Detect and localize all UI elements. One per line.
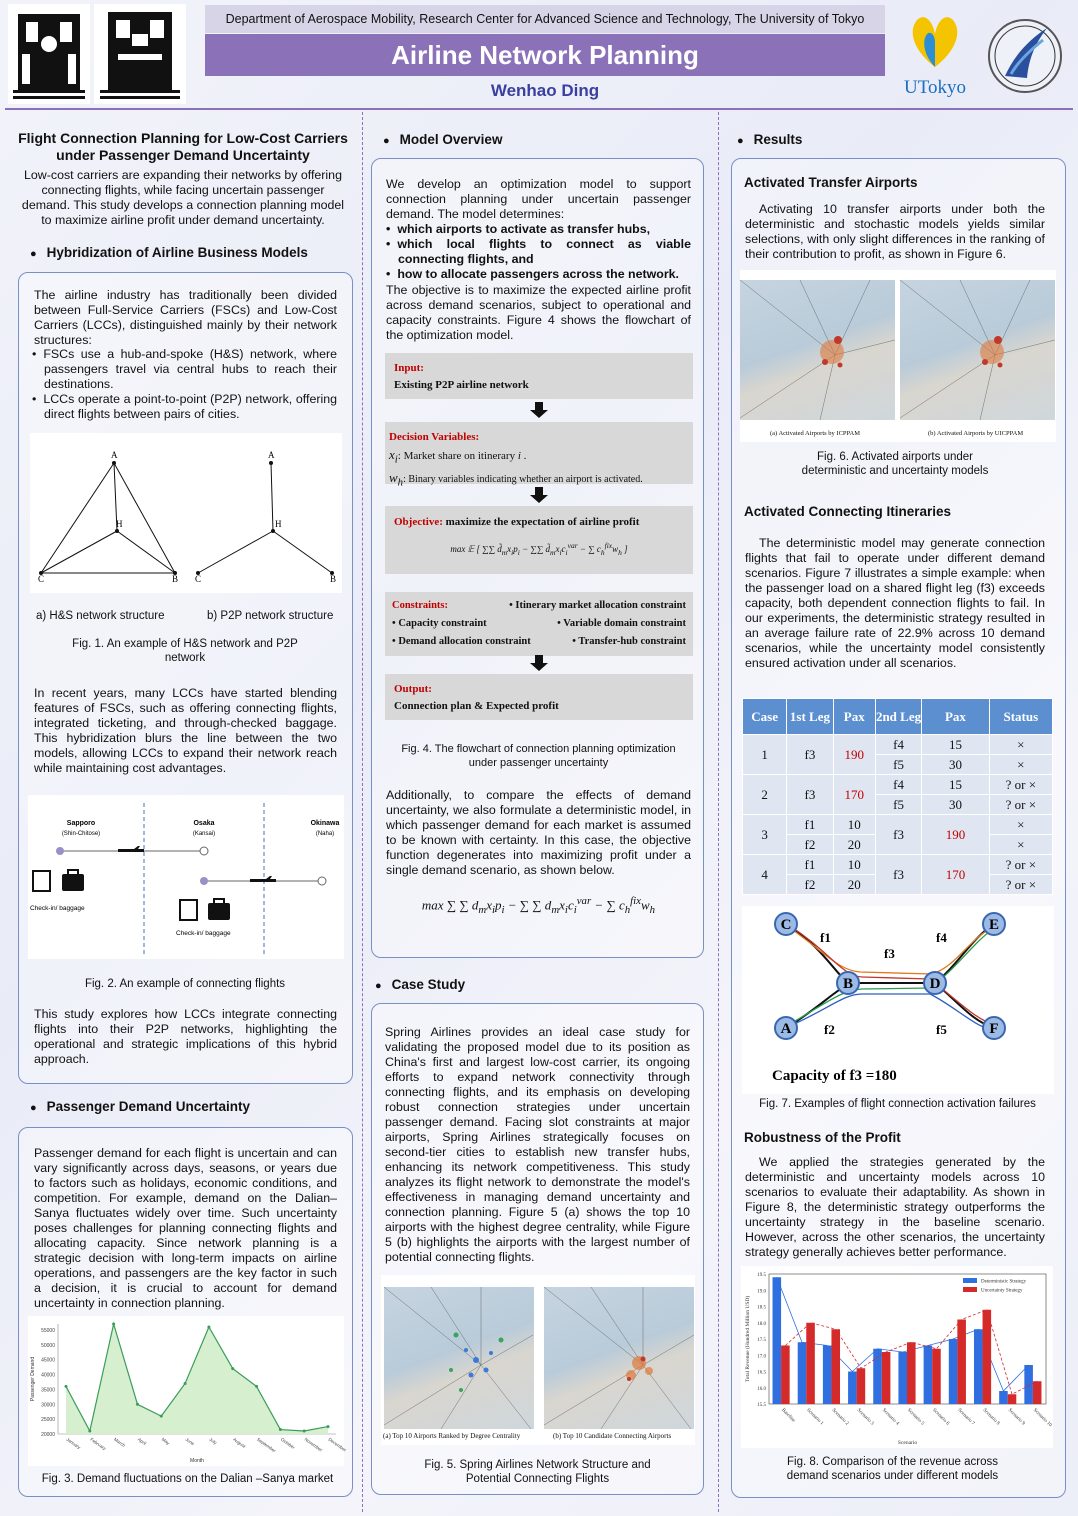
flow-objective-line xyxy=(394,514,684,531)
deterministic-formula: max ∑ ∑ $d_mx_ip_i$ − ∑ ∑ $d_mx_ic_i^{var}$ − ∑ $c_h^{fix}w_h$ xyxy=(421,895,656,916)
fig7-leg-f3: f3 xyxy=(884,946,895,961)
fig1b-label: b) P2P network structure xyxy=(207,610,334,622)
flow-dv-line2: $w_h$: Binary variables indicating whether an airport is activated. xyxy=(389,469,643,489)
fig8-bar-deterministic xyxy=(974,1329,983,1404)
flow-output-label: Output: xyxy=(394,683,432,695)
model-objective: The objective is to maximize the expected airline profit across demand scenarios, subject to operational and capacity constraints. Figure 4 shows the flowchart of the optimization model. xyxy=(386,283,691,342)
fig3-data-point xyxy=(112,1323,115,1326)
section-hybridization-title: ● Hybridization of Airline Business Models xyxy=(30,245,308,260)
fig8-x-tick-label: Baseline xyxy=(780,1407,796,1424)
fig3-data-point xyxy=(88,1430,91,1433)
fig8-x-tick-label: Scenario 2 xyxy=(830,1407,850,1427)
study-intro: Low-cost carriers are expanding their networks by offering connecting flights, while facing uncertain passenger demand. This study develops a connection planning model to maximize airline profit under demand uncertainty. xyxy=(21,168,345,227)
flow-input-label: Input: xyxy=(394,362,424,374)
fig3-x-tick-label: April xyxy=(136,1436,148,1446)
fig2-city-osaka: Osaka xyxy=(193,820,215,827)
author-name: Wenhao Ding xyxy=(490,81,600,100)
fig8-y-tick-label: 17.0 xyxy=(757,1354,766,1360)
left-logo-1 xyxy=(8,4,90,104)
fig3-y-axis-label: Passenger Demand xyxy=(30,1356,36,1402)
section-case-study-title: ● Case Study xyxy=(375,977,465,992)
fig3-data-point xyxy=(327,1425,330,1428)
fig3-x-tick-label: August xyxy=(232,1436,247,1449)
flow-obj-text: maximize the expectation of airline profit xyxy=(445,516,640,528)
fig7-node-f: F xyxy=(989,1021,999,1037)
flow-con-row2 xyxy=(392,615,686,633)
fig2-connecting-flights xyxy=(28,795,344,959)
fig8-bar-deterministic xyxy=(773,1277,782,1404)
fig6-maps xyxy=(740,270,1056,442)
th-pax-1: Pax xyxy=(833,699,875,735)
fig3-x-tick-label: January xyxy=(65,1436,82,1451)
fig7-node-a: A xyxy=(780,1021,792,1037)
fig1b-node-a: A xyxy=(268,450,275,460)
column-separator-1 xyxy=(362,112,363,1512)
demand-text: Passenger demand for each flight is uncertain and can vary significantly across days, seasons, or years due to factors such as holidays, economic conditions, and competition. For example, demand on the Dalian–Sanya fluctuates widely over time. Such uncertainty poses challenges for planning connecting flights and allocating capacity. Since network planning is a strategic decision with long-term impacts on airline operations, and passengers are the key factor in such a decision, it is crucial to account for demand uncertainty in connection planning. xyxy=(34,1146,337,1310)
model-bullet-hubs: • which airports to activate as transfer hubs, xyxy=(384,222,691,237)
fig8-x-tick-label: Scenario 8 xyxy=(981,1407,1001,1427)
rcast-emblem xyxy=(985,14,1065,99)
fig7-caption: Fig. 7. Examples of flight connection activation failures xyxy=(759,1098,1036,1110)
hybridization-intro: The airline industry has traditionally been divided between Full-Service Carriers (FSCs) and Low-Cost Carriers (LCCs), distinguished mainly by their network structures: xyxy=(34,288,337,347)
results-sub-robustness: Robustness of the Profit xyxy=(744,1130,901,1145)
fig8-bar-uncertainty xyxy=(907,1342,916,1404)
case-study-text: Spring Airlines provides an ideal case study for validating the proposed model due to its position as China's first and largest low-cost carrier, its ongoing efforts to expand network connectivity through connecting flights, and its emphasis on developing robust connection strategies under uncertain passenger demand. Facing slot constraints at major airports, Spring Airlines strategically focuses on second-tier cities to establish new transfer hubs, enhancing its network competitiveness. This study analyzes its flight network to demonstrate the model's effectiveness in managing demand uncertainty and connection planning. Figure 5 (a) shows the top 10 airports with the highest degree centrality, while Figure 5 (b) highlights the airports with the largest number of potential connecting flights. xyxy=(385,1025,690,1264)
fig8-bar-uncertainty xyxy=(831,1329,840,1404)
hybridization-bullet-fsc: • FSCs use a hub-and-spoke (H&S) network, where passengers travel via central hubs to reach their destinations. xyxy=(30,347,337,392)
hybridization-conclusion: This study explores how LCCs integrate connecting flights into their P2P networks, highlighting the operational and strategic implications of this hybrid approach. xyxy=(34,1007,337,1066)
fig8-bar-deterministic xyxy=(999,1391,1008,1404)
table-row: 4 f1 10 f3 170 ? or × xyxy=(743,855,1053,875)
fig3-data-point xyxy=(303,1430,306,1433)
fig2-city-sapporo-sub: (Shin-Chitose) xyxy=(61,831,101,837)
fig8-bar-deterministic xyxy=(848,1372,857,1405)
fig8-x-axis-label: Scenario xyxy=(897,1440,918,1446)
fig3-x-tick-label: September xyxy=(255,1436,277,1454)
fig5-caption: Fig. 5. Spring Airlines Network Structure and Potential Connecting Flights xyxy=(424,1459,651,1485)
th-pax-2: Pax xyxy=(922,699,989,735)
table-row: 2 f3 170 f4 15 ? or × xyxy=(743,775,1053,795)
fig8-x-tick-label: Scenario 9 xyxy=(1006,1407,1026,1427)
header-rule xyxy=(5,108,1073,110)
flow-dv-label: Decision Variables: xyxy=(389,431,480,443)
fig6-caption: Fig. 6. Activated airports under deterministic and uncertainty models xyxy=(801,451,989,477)
flow-con-5: • Transfer-hub constraint xyxy=(572,636,686,647)
flow-con-3: • Variable domain constraint xyxy=(557,618,686,629)
fig8-caption: Fig. 8. Comparison of the revenue across demand scenarios under different models xyxy=(786,1456,999,1482)
fig2-city-okinawa-sub: (Naha) xyxy=(315,831,335,837)
fig3-y-tick-label: 50000 xyxy=(41,1342,55,1349)
left-logo-2 xyxy=(94,4,186,104)
flow-con-4: • Demand allocation constraint xyxy=(392,636,531,647)
fig3-x-tick-label: November xyxy=(303,1436,324,1453)
fig3-x-tick-label: July xyxy=(208,1436,218,1446)
table-row: f2 20 ? or × xyxy=(743,875,1053,895)
fig8-bar-deterministic xyxy=(924,1346,933,1405)
model-intro: We develop an optimization model to support connection planning under uncertain passenger demand. The model determines: xyxy=(386,177,691,221)
model-bullet-flights: • which local flights to connect as viable connecting flights, and xyxy=(384,237,691,267)
fig4-caption: Fig. 4. The flowchart of connection planning optimization under passenger uncertainty xyxy=(401,743,676,769)
hybridization-bullets xyxy=(30,347,337,422)
flow-input-text: Existing P2P airline network xyxy=(394,379,529,391)
fig3-data-point xyxy=(231,1367,234,1370)
fig2-city-osaka-sub: (Kansai) xyxy=(192,831,216,837)
fig7-node-c: C xyxy=(780,917,792,933)
utokyo-logo-text: UTokyo xyxy=(903,77,966,98)
fig3-x-tick-label: March xyxy=(113,1436,127,1448)
section-results-title: ● Results xyxy=(737,132,802,147)
fig8-bar-deterministic xyxy=(873,1349,882,1404)
th-1st-leg: 1st Leg xyxy=(787,699,833,735)
fig8-y-tick-label: 18.5 xyxy=(757,1305,766,1311)
failure-table-header-row xyxy=(743,699,1053,735)
study-title: Flight Connection Planning for Low-Cost Carriers under Passenger Demand Uncertainty xyxy=(18,130,348,163)
fig3-x-tick-label: February xyxy=(89,1436,107,1452)
fig8-y-tick-label: 19.0 xyxy=(757,1289,766,1295)
fig1b-node-c: C xyxy=(195,574,202,584)
fig8-x-tick-label: Scenario 5 xyxy=(906,1407,925,1427)
fig8-bar-deterministic xyxy=(798,1342,807,1404)
fig1a-node-a: A xyxy=(111,450,118,460)
flow-arrow-2 xyxy=(530,487,548,508)
fig7-leg-f5: f5 xyxy=(936,1022,947,1037)
fig8-y-tick-label: 15.5 xyxy=(757,1403,766,1408)
th-status: Status xyxy=(989,699,1052,735)
fig1b-node-h: H xyxy=(275,519,282,529)
results-robustness-text: We applied the strategies generated by the deterministic and uncertainty models across 10 scenarios to evaluate their adaptability. As shown in Figure 8, the deterministic strategy outperforms the uncertainty strategy in the baseline scenario. However, across the other scenarios, the uncertainty strategy generally achieves better performance. xyxy=(745,1155,1045,1259)
fig3-y-tick-label: 30000 xyxy=(41,1402,55,1409)
fig3-caption: Fig. 3. Demand fluctuations on the Dalian –Sanya market xyxy=(41,1473,334,1485)
fig1-caption: Fig. 1. An example of H&S network and P2P network xyxy=(72,638,298,664)
results-sub-itineraries: Activated Connecting Itineraries xyxy=(744,504,952,519)
model-bullet-passengers: • how to allocate passengers across the network. xyxy=(384,267,691,282)
fig3-x-tick-label: June xyxy=(184,1436,196,1447)
fig2-checkin-1: Check-in/ baggage xyxy=(30,905,85,912)
fig3-data-point xyxy=(136,1403,139,1406)
fig6a-label: (a) Activated Airports by ICPPAM xyxy=(770,430,861,437)
fig3-y-tick-label: 35000 xyxy=(41,1387,55,1394)
fig8-y-axis-label: Total Revenue (Hundred Million USD) xyxy=(745,1295,751,1383)
poster-title: Airline Network Planning xyxy=(205,34,885,76)
fig8-x-tick-label: Scenario 6 xyxy=(931,1407,950,1427)
fig1-network-diagram xyxy=(30,433,342,593)
fig6b-label: (b) Activated Airports by UICPPAM xyxy=(928,430,1024,437)
flow-con-label: Constraints: xyxy=(392,600,449,611)
flow-output-text: Connection plan & Expected profit xyxy=(394,700,559,712)
table-row: f5 30 × xyxy=(743,755,1053,775)
flow-objective-formula: max 𝔼 [ ∑∑ $d̃_mx_ip_i$ − ∑∑ $d̃_mx_ic_i^{var}$ − ∑ $c_h^{fix}w_h$ ] xyxy=(450,541,628,557)
fig8-legend-swatch xyxy=(963,1287,977,1292)
fig7-node-e: E xyxy=(988,917,1000,933)
fig3-y-tick-label: 25000 xyxy=(41,1417,55,1424)
fig8-legend-label: Uncertainty Strategy xyxy=(981,1288,1023,1294)
fig1a-label: a) H&S network structure xyxy=(36,610,165,622)
fig8-revenue-chart xyxy=(741,1266,1053,1448)
flow-objective-box xyxy=(385,506,693,574)
failure-table xyxy=(742,698,1053,895)
fig8-y-tick-label: 18.0 xyxy=(757,1321,766,1327)
fig8-bar-uncertainty xyxy=(1033,1381,1042,1404)
fig8-bar-deterministic xyxy=(823,1346,832,1405)
utokyo-logo xyxy=(895,12,975,97)
table-row: f2 20 × xyxy=(743,835,1053,855)
fig3-y-tick-label: 20000 xyxy=(41,1432,55,1438)
fig5a-label: (a) Top 10 Airports Ranked by Degree Centrality xyxy=(383,1432,521,1440)
fig3-data-point xyxy=(184,1382,187,1385)
section-demand-title: ● Passenger Demand Uncertainty xyxy=(30,1099,250,1114)
flow-decision-box xyxy=(385,422,693,489)
fig3-y-tick-label: 45000 xyxy=(41,1357,55,1364)
flow-input-box xyxy=(385,353,693,399)
results-itineraries-text: The deterministic model may generate connection flights that fail to operate under different demand scenarios. Figure 7 illustrates a simple example: when the passenger load on a shared flight leg (f3) exceeds capacity, both dependent connection flights to fail. In our experiments, the deterministic strategy resulted in an average failure rate of 22.9% across 10 demand scenarios, while the uncertainty model consistently ensured activation under all scenarios. xyxy=(745,536,1045,670)
fig1b-node-b: B xyxy=(330,574,337,584)
table-row: 1 f3 190 f4 15 × xyxy=(743,735,1053,755)
fig2-city-sapporo: Sapporo xyxy=(66,820,96,827)
flow-arrow-1 xyxy=(530,402,548,423)
fig8-x-tick-label: Scenario 10 xyxy=(1031,1407,1053,1429)
fig3-data-point xyxy=(255,1385,258,1388)
fig8-legend-swatch xyxy=(963,1278,977,1283)
results-sub-transfer-airports: Activated Transfer Airports xyxy=(744,175,918,190)
fig2-checkin-2: Check-in/ baggage xyxy=(176,930,231,937)
flow-arrow-3 xyxy=(530,655,548,676)
fig8-bar-uncertainty xyxy=(882,1352,891,1404)
fig3-x-axis-label: Month xyxy=(190,1458,204,1464)
fig8-y-tick-label: 17.5 xyxy=(757,1338,766,1343)
flow-output-box xyxy=(385,674,693,720)
table-row: f5 30 ? or × xyxy=(743,795,1053,815)
fig1a-node-h: H xyxy=(116,519,123,529)
fig3-area-fill xyxy=(66,1324,328,1434)
fig3-demand-chart xyxy=(28,1316,348,1466)
fig3-x-tick-label: May xyxy=(160,1436,171,1446)
model-deterministic: Additionally, to compare the effects of demand uncertainty, we also formulate a deterministic model, in which passenger demand for each market is assumed to be known with certainty. In this case, the objective function degenerates into maximizing profit under a single demand scenario, as shown below. xyxy=(386,788,691,877)
flow-con-row1 xyxy=(392,597,686,615)
fig8-bar-uncertainty xyxy=(781,1346,790,1405)
fig8-bar-deterministic xyxy=(949,1339,958,1404)
fig8-bar-uncertainty xyxy=(1008,1394,1017,1404)
fig3-data-point xyxy=(279,1428,282,1431)
flow-constraints-box xyxy=(385,592,693,656)
model-bullets xyxy=(384,222,691,282)
fig8-bar-uncertainty xyxy=(806,1323,815,1404)
flow-obj-label: Objective: xyxy=(394,516,443,528)
fig7-leg-f1: f1 xyxy=(820,930,831,945)
hybridization-bullet-lcc: • LCCs operate a point-to-point (P2P) network, offering direct flights between pairs of cities. xyxy=(30,392,337,422)
fig8-bar-deterministic xyxy=(898,1352,907,1404)
fig5b-label: (b) Top 10 Candidate Connecting Airports xyxy=(553,1432,672,1440)
fig3-data-point xyxy=(65,1385,68,1388)
fig8-x-tick-label: Scenario 3 xyxy=(855,1407,875,1427)
fig3-data-point xyxy=(207,1325,210,1328)
flow-dv-line1: $x_i$: Market share on itinerary i . xyxy=(389,447,527,466)
fig8-bar-uncertainty xyxy=(957,1320,966,1405)
department-banner: Department of Aerospace Mobility, Research Center for Advanced Science and Technology, The University of Tokyo xyxy=(205,5,885,33)
fig7-connection-diagram xyxy=(742,906,1054,1094)
fig8-bar-uncertainty xyxy=(857,1368,866,1404)
results-transfer-text: Activating 10 transfer airports under both the deterministic and stochastic models yields similar selections, with only slight differences in the ranking of their contribution to profit, as shown in Figure 6. xyxy=(745,202,1045,261)
flow-dv-text2: : Binary variables indicating whether an airport is activated. xyxy=(403,473,643,485)
fig8-y-tick-label: 16.0 xyxy=(757,1386,766,1392)
hybridization-trend: In recent years, many LCCs have started blending features of FSCs, such as offering connecting flights, integrated ticketing, and through-checked baggage. This hybridization blurs the line between the two models, allowing LCCs to expand their network reach while maintaining cost advantages. xyxy=(34,686,337,775)
fig7-node-d: D xyxy=(929,976,941,992)
flow-con-1: • Itinerary market allocation constraint xyxy=(509,600,686,611)
fig8-x-tick-label: Scenario 1 xyxy=(805,1407,824,1427)
fig7-leg-f2: f2 xyxy=(824,1022,835,1037)
fig8-x-tick-label: Scenario 7 xyxy=(956,1407,976,1427)
fig3-y-tick-label: 40000 xyxy=(41,1372,55,1379)
fig3-x-tick-label: December xyxy=(327,1436,348,1453)
fig3-data-point xyxy=(160,1415,163,1418)
flow-con-2: • Capacity constraint xyxy=(392,618,487,629)
th-case: Case xyxy=(743,699,787,735)
table-row: 3 f1 10 f3 190 × xyxy=(743,815,1053,835)
fig8-y-tick-label: 16.5 xyxy=(757,1370,766,1376)
fig7-capacity: Capacity of f3 =180 xyxy=(772,1068,897,1084)
fig8-legend-label: Deterministic Strategy xyxy=(981,1279,1027,1285)
section-model-overview-title: ● Model Overview xyxy=(383,132,502,147)
fig3-y-tick-label: 55000 xyxy=(41,1327,55,1334)
fig5-maps xyxy=(381,1275,695,1445)
fig8-bar-uncertainty xyxy=(983,1310,992,1404)
flow-dv-text1: : Market share on itinerary xyxy=(397,450,516,462)
fig2-city-okinawa: Okinawa xyxy=(310,820,340,827)
th-2nd-leg: 2nd Leg xyxy=(875,699,921,735)
flow-con-row3 xyxy=(392,633,686,651)
fig7-node-b: B xyxy=(842,976,854,992)
fig1a-node-c: C xyxy=(38,574,45,584)
fig2-caption: Fig. 2. An example of connecting flights xyxy=(84,978,286,990)
fig7-leg-f4: f4 xyxy=(936,930,947,945)
column-separator-2 xyxy=(718,112,719,1512)
fig8-x-tick-label: Scenario 4 xyxy=(880,1407,900,1427)
fig1a-node-b: B xyxy=(172,574,179,584)
fig8-y-tick-label: 19.5 xyxy=(757,1273,766,1278)
fig8-bar-uncertainty xyxy=(932,1349,941,1404)
fig3-x-tick-label: October xyxy=(279,1436,296,1451)
